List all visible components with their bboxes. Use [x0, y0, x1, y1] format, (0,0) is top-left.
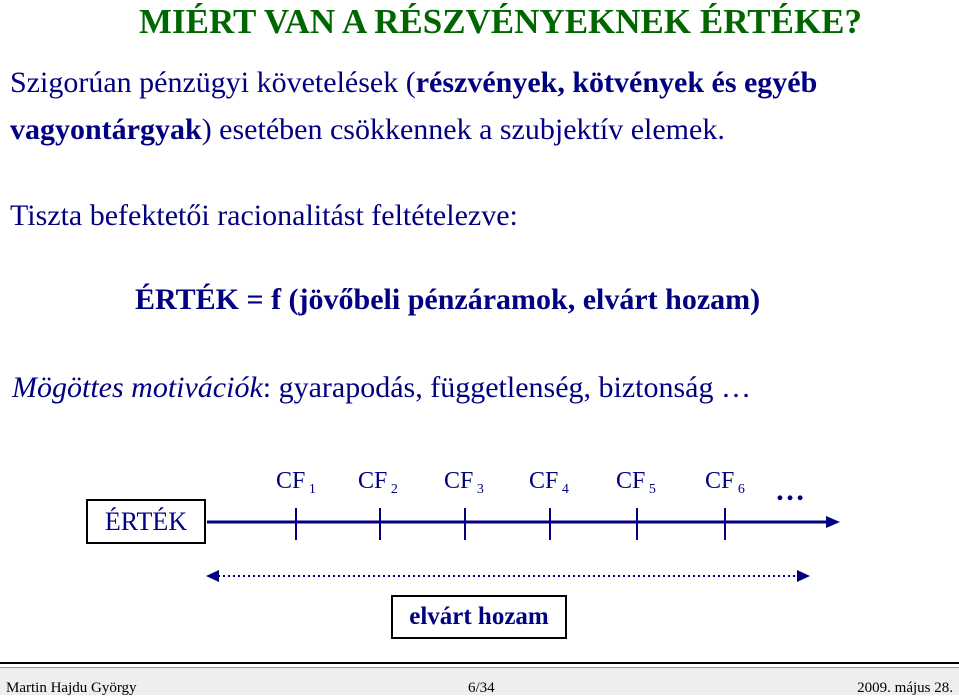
- slide-title: MIÉRT VAN A RÉSZVÉNYEKNEK ÉRTÉKE?: [139, 2, 863, 41]
- value-formula: ÉRTÉK = f (jövőbeli pénzáramok, elvárt hozam): [135, 283, 761, 316]
- timeline-arrowhead: [826, 516, 840, 528]
- cf-index: 2: [390, 482, 398, 497]
- cf-prefix: CF: [358, 468, 388, 494]
- cf-prefix: CF: [529, 468, 559, 494]
- cf-label-6: [705, 467, 745, 504]
- paragraph-1-post: ) esetében csökkennek a szubjektív elemek.: [201, 113, 725, 146]
- cf-prefix: CF: [276, 468, 306, 494]
- cf-index: 6: [737, 482, 745, 497]
- paragraph-1-bold-vagyontargyak: vagyontárgyak: [10, 113, 202, 146]
- discount-span-right-arrow: [797, 570, 810, 582]
- cf-label-5: [616, 467, 656, 504]
- cf-label-2: [358, 467, 398, 504]
- footer-author: Martin Hajdu György: [6, 680, 137, 696]
- cf-prefix: CF: [444, 468, 474, 494]
- cf-ellipsis: …: [775, 474, 805, 507]
- footer-page-number: 6/34: [468, 680, 495, 696]
- cf-label-1: [276, 467, 316, 504]
- discount-span-left-arrow: [206, 570, 219, 582]
- paragraph-1-pre: Szigorúan pénzügyi követelések (: [10, 66, 416, 99]
- cf-prefix: CF: [705, 468, 735, 494]
- footer-date: 2009. május 28.: [857, 680, 953, 696]
- cf-label-4: [529, 467, 569, 504]
- cf-index: 4: [561, 482, 569, 497]
- value-box: ÉRTÉK: [86, 499, 206, 544]
- cf-label-3: [444, 467, 484, 504]
- cf-index: 5: [648, 482, 656, 497]
- cf-index: 1: [308, 482, 316, 497]
- motivations-label: Mögöttes motivációk: [12, 371, 263, 404]
- paragraph-2: Tiszta befektetői racionalitást feltételezve:: [10, 199, 518, 232]
- paragraph-1-bold-assets: részvények, kötvények és egyéb: [415, 66, 818, 99]
- cf-index: 3: [476, 482, 484, 497]
- cf-prefix: CF: [616, 468, 646, 494]
- required-return-box: elvárt hozam: [391, 595, 567, 639]
- motivations-list: : gyarapodás, függetlenség, biztonság …: [262, 371, 751, 404]
